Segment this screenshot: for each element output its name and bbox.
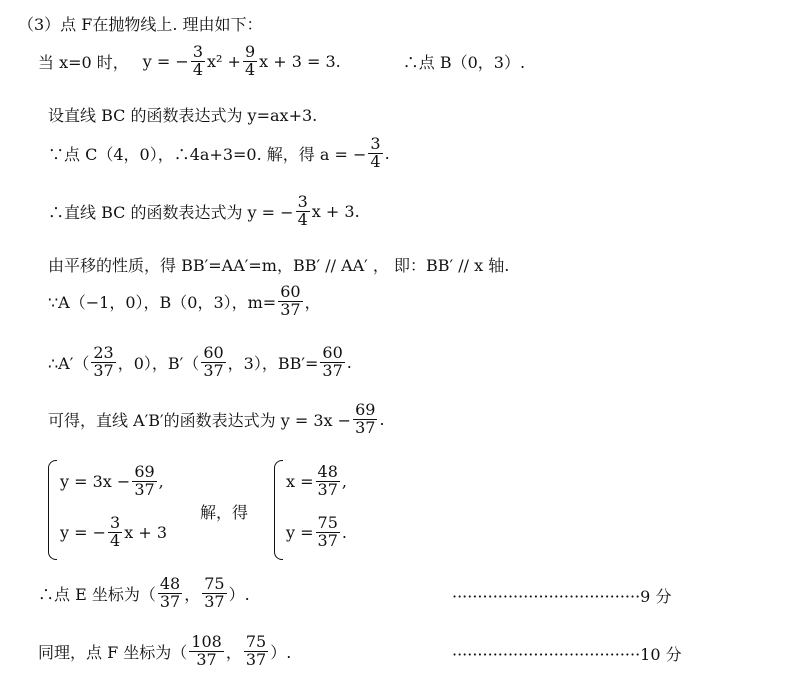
solve-a-end: . [384,143,390,163]
point-f-coordinates: 同理，点 F 坐标为（ $\frac{108}{37}$ ， $\frac{75}{37}$ ）. [38,632,292,669]
bb-prime-label: ，3），BB′= [227,353,319,373]
score-9-text: ·····································9 分 [452,587,672,606]
fraction-69-37: $\frac{69}{37}$ [355,400,376,437]
fraction-23-37: $\frac{23}{37}$ [93,343,114,380]
left-brace [48,460,57,560]
bc-expression-text: ∴直线 BC 的函数表达式为 y = − [48,202,294,222]
fraction-60-37: $\frac{60}{37}$ [203,343,224,380]
given-points [48,284,321,319]
ab-prime-expression [48,402,385,437]
score-9 [452,584,671,607]
ab-prime-end: . [379,409,385,429]
part3-header [18,12,263,35]
bc-expression [48,194,360,229]
part3-header-text: （3）点 F在抛物线上. 理由如下： [18,15,263,34]
fraction-69-37: $\frac{69}{37}$ [134,462,155,499]
step-x0-text: 当 x=0 时， [38,52,129,72]
system2-row2: y = $\frac{75}{37}$ . [286,513,347,550]
score-10-text: ·····································10 分 [452,645,682,664]
fraction-60-37: $\frac{60}{37}$ [280,282,301,319]
system1-row2: y = − $\frac{3}{4}$ x + 3 [60,513,167,550]
fraction-3-4: $\frac{3}{4}$ [297,192,308,229]
ab-prime-text: 可得，直线 A′B′的函数表达式为 y = 3x − [48,410,352,430]
fraction-75-37: $\frac{75}{37}$ [204,574,225,611]
fraction-108-37: $\frac{108}{37}$ [191,632,222,669]
equation-system-1 [48,460,178,562]
solve-word-text: 解，得 [200,503,249,522]
given-points-text: ∵A（−1，0），B（0，3），m= [48,292,277,312]
step-x0 [38,44,525,79]
fraction-48-37: $\frac{48}{37}$ [317,462,338,499]
set-bc-expression [48,103,317,126]
fraction-75-37: $\frac{75}{37}$ [245,632,267,669]
translation-text: 由平移的性质，得 BB′=AA′=m，BB′ // AA′ ， 即：BB′ // x 轴. [48,256,510,275]
fraction-3-4: $\frac{3}{4}$ [110,513,121,550]
step-x0-eq-b: x² + [207,51,241,71]
point-e-coordinates: ∴点 E 坐标为（ $\frac{48}{37}$ ， $\frac{75}{37}$ ）. [38,574,250,611]
step-x0-eq-a: y = − [142,51,189,71]
given-points-tail: ， [304,292,321,312]
point-b: ∴点 B（0，3）. [402,52,526,72]
step-x0-eq-c: x + 3 = 3. [259,51,341,71]
equation-system-2 [274,460,364,562]
solve-word [200,500,248,523]
fraction-9-4: $\frac{9}{4}$ [244,42,256,79]
b-prime-label: ，0），B′（ [117,353,200,373]
score-10 [452,642,682,665]
fraction-3-4: $\frac{3}{4}$ [370,134,381,171]
left-brace [274,460,283,560]
point-e-text: ∴点 E 坐标为（ [38,584,156,604]
bc-expression-tail: x + 3. [311,201,360,221]
fraction-3-4: $\frac{3}{4}$ [192,42,204,79]
translated-points [48,345,352,380]
system1-row1: y = 3x − $\frac{69}{37}$ , [60,462,164,499]
set-bc-text: 设直线 BC 的函数表达式为 y=ax+3. [48,106,318,125]
point-f-text: 同理，点 F 坐标为（ [38,642,188,662]
fraction-75-37: $\frac{75}{37}$ [317,513,338,550]
system2-row1: x = $\frac{48}{37}$ , [286,462,347,499]
a-prime-label: ∴A′（ [48,353,90,373]
translation-property [48,253,509,276]
solve-a [48,136,390,171]
solve-a-text: ∵点 C（4，0），∴4a+3=0. 解，得 a = − [48,144,367,164]
fraction-60-37: $\frac{60}{37}$ [322,343,343,380]
fraction-48-37: $\frac{48}{37}$ [159,574,181,611]
translated-points-end: . [346,352,352,372]
